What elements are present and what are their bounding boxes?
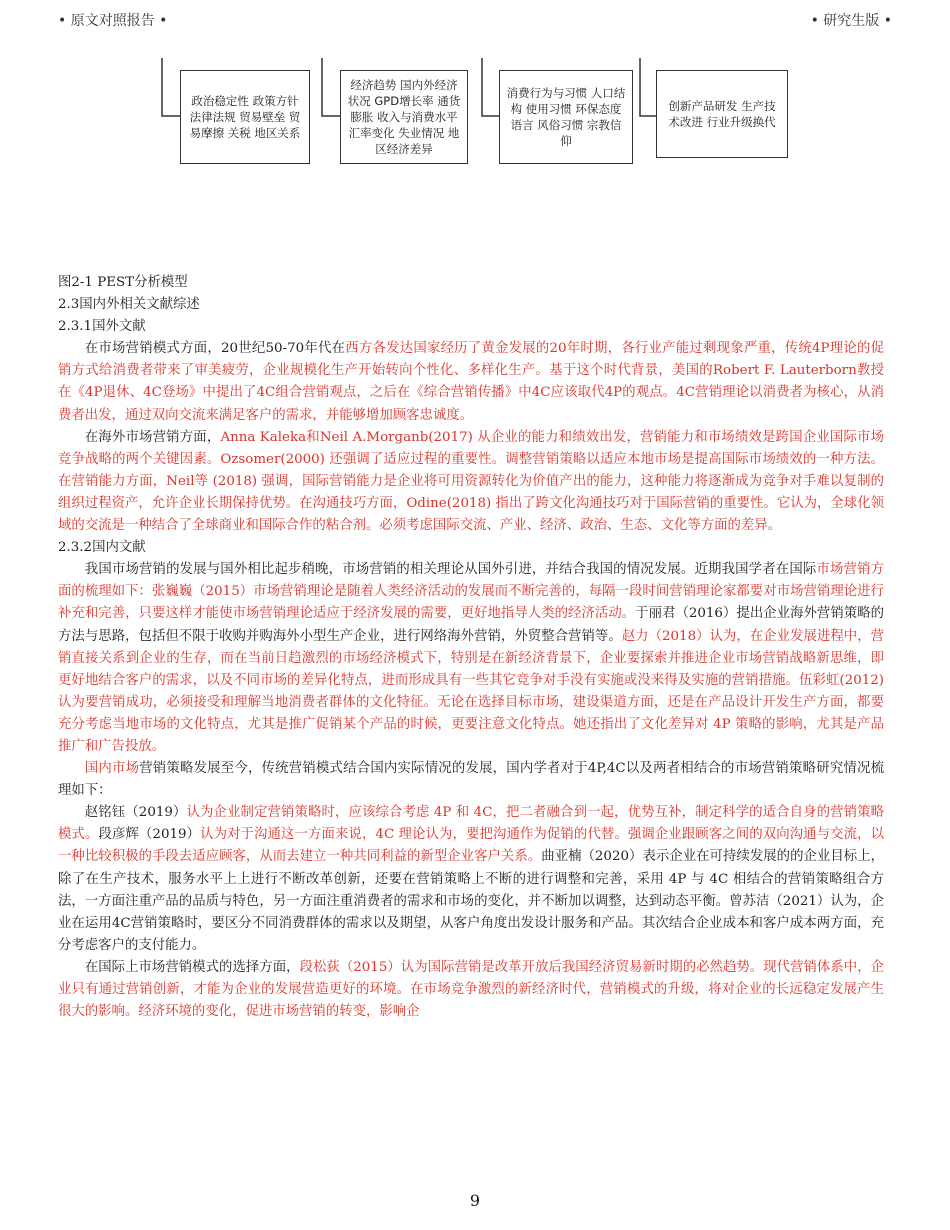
- matched-text-segment: 市场营销方面的梳理如下：张巍巍（2015）市场营销理论是随着人类经济活动的发展而不断完善的，每隔一段时间营销理论家都要对市场营销理论进行补充和完善，只要这样才能使市场营销理论适应于经济发展的需要，更好地指导人类的经济活动。: [58, 562, 885, 622]
- connector-social: [482, 58, 499, 116]
- matched-text-segment: 认为企业制定营销策略时，应该综合考虑 4P 和 4C，把二者融合到一起，优势互补，制定科学的适合自身的营销策略模式。: [58, 805, 885, 843]
- matched-text-segment: 认为对于沟通这一方面来说，4C 理论认为，要把沟通作为促销的代替。强调企业跟顾客之间的双向沟通与交流，以一种比较积极的手段去适应顾客，从而去建立一种共同利益的新型企业客户关系。: [58, 827, 885, 865]
- paragraph-international-marketing-choice: [58, 957, 884, 1023]
- paragraph-foreign-marketing-models: [58, 338, 884, 426]
- pest-box-political: 政治稳定性 政策方针 法律法规 贸易壁垒 贸易摩擦 关税 地区关系: [180, 70, 310, 164]
- matched-text-segment: 西方各发达国家经历了黄金发展的20年时期，各行业产能过剩现象严重，传统4P理论的促销方式给消费者带来了审美疲劳，企业规模化生产开始转向个性化、多样化生产。基于这个时代背景，美国的Robert F. Lauterborn教授在《4P退休、4C登场》中提出了4C组合营销观点，之后在《综合营销传播》中4C应该取代4P的观点。4C营销理论以消费者为核心，从消费者出发，通过双向交流来满足客户的需求，并能够增加顾客忠诚度。: [58, 341, 884, 423]
- section-heading-2-3-1: 2.3.1国外文献: [58, 319, 146, 335]
- section-heading-2-3: 2.3国内外相关文献综述: [58, 297, 200, 313]
- paragraph-overseas-marketing: [58, 427, 884, 537]
- matched-text-segment: 赵力（2018）认为，在企业发展进程中，营销直接关系到企业的生存，而在当前日趋激烈的市场经济模式下，特别是在新经济背景下，企业要探索并推进企业市场营销战略新思维，即更好地结合客户的需求，以及不同市场的差异化特点，进而形成具有一些其它竞争对手没有实施或没来得及实施的营销措施。伍彩虹(2012)认为要营销成功，必须接受和理解当地消费者群体的文化特征。无论在选择目标市场，建设渠道方面，还是在产品设计开发生产方面，都要充分考虑当地市场的文化特点，尤其是推广促销某个产品的时候，更要注意文化特点。她还指出了文化差异对 4P 策略的影响，尤其是产品推广和广告投放。: [58, 628, 885, 754]
- pest-box-technological: 创新产品研发 生产技术改进 行业升级换代: [656, 70, 788, 158]
- text-segment: 营销策略发展至今，传统营销模式结合国内实际情况的发展，国内学者对于4P,4C以及两者相结合的市场营销策略研究情况梳理如下：: [58, 761, 884, 799]
- paragraph-domestic-literature: [58, 559, 884, 758]
- matched-text-segment: Anna Kaleka和Neil A.Morganb(2017) 从企业的能力和绩效出发，营销能力和市场绩效是跨国企业国际市场竞争战略的两个关键因素。Ozsomer(2000) 还强调了适应过程的重要性。调整营销策略以适应本地市场是提高国际市场绩效的一种方法。在营销能力方面，Neil等 (2018) 强调，国际营销能力是企业将可用资源转化为价值产出的能力，这种能力将逐渐成为竞争对手难以复制的组织过程资产，允许企业长期保持优势。在沟通技巧方面，Odine(2018) 指出了跨文化沟通技巧对于国际营销的重要性。它认为，全球化领域的交流是一种结合了全球商业和国际合作的粘合剂。必须考虑国际交流、产业、经济、政治、生态、文化等方面的差异。: [58, 429, 885, 534]
- text-segment: 在市场营销模式方面，20世纪50-70年代在: [84, 341, 346, 357]
- header-edition: • 研究生版 •: [810, 13, 892, 29]
- section-heading-2-3-2: 2.3.2国内文献: [58, 540, 146, 556]
- pest-connectors: [0, 0, 950, 250]
- figure-caption: 图2-1 PEST分析模型: [58, 275, 188, 290]
- text-segment: 我国市场营销的发展与国外相比起步稍晚，市场营销的相关理论从国外引进，并结合我国的情况发展。近期我国学者在国际: [84, 562, 817, 578]
- text-segment: 在国际上市场营销模式的选择方面，: [84, 959, 300, 975]
- text-segment: 段彦辉（2019）: [98, 827, 201, 843]
- paragraph-domestic-strategy: [58, 758, 884, 802]
- text-segment: 赵铭钰（2019）: [84, 805, 187, 821]
- header-report-type: • 原文对照报告 •: [58, 13, 168, 29]
- page-number: 9: [469, 1191, 481, 1210]
- pest-box-social: 消费行为与习惯 人口结构 使用习惯 环保态度 语言 风俗习惯 宗教信仰: [499, 70, 633, 164]
- matched-text-segment: 国内市场: [84, 761, 140, 777]
- connector-political: [162, 58, 180, 116]
- document-body: [58, 272, 884, 1023]
- connector-economic: [322, 58, 340, 116]
- matched-text-segment: 段松荻（2015）认为国际营销是改革开放后我国经济贸易新时期的必然趋势。现代营销体系中，企业只有通过营销创新，才能为企业的发展营造更好的环境。在市场竞争激烈的新经济时代，营销模式的升级，将对企业的长远稳定发展产生很大的影响。经济环境的变化，促进市场营销的转变，影响企: [58, 959, 885, 1020]
- connector-technological: [640, 58, 656, 116]
- paragraph-4p-4c-research: [58, 802, 884, 957]
- pest-box-economic: 经济趋势 国内外经济状况 GPD增长率 通货膨胀 收入与消费水平 汇率变化 失业情况 地区经济差异: [340, 70, 468, 164]
- text-segment: 曲亚楠（2020）表示企业在可持续发展的的企业目标上，除了在生产技术，服务水平上上进行不断改革创新，还要在营销策略上不断的进行调整和完善，采用 4P 与 4C 相结合的营销策略组合方法，一方面注重产品的品质与特色，另一方面注重消费者的需求和市场的变化，并不断加以调整，达到动态平衡。曾苏洁（2021）认为，企业在运用4C营销策略时，要区分不同消费群体的需求以及期望，从客户角度出发设计服务和产品。其次结合企业成本和客户成本两方面，充分考虑客户的支付能力。: [58, 849, 885, 953]
- pest-diagram: [0, 0, 950, 250]
- text-segment: 在海外市场营销方面，: [84, 429, 221, 445]
- text-segment: 于丽君（2016）提出企业海外营销策略的方法与思路，包括但不限于收购并购海外小型生产企业，进行网络海外营销，外贸整合营销等。: [58, 606, 885, 644]
